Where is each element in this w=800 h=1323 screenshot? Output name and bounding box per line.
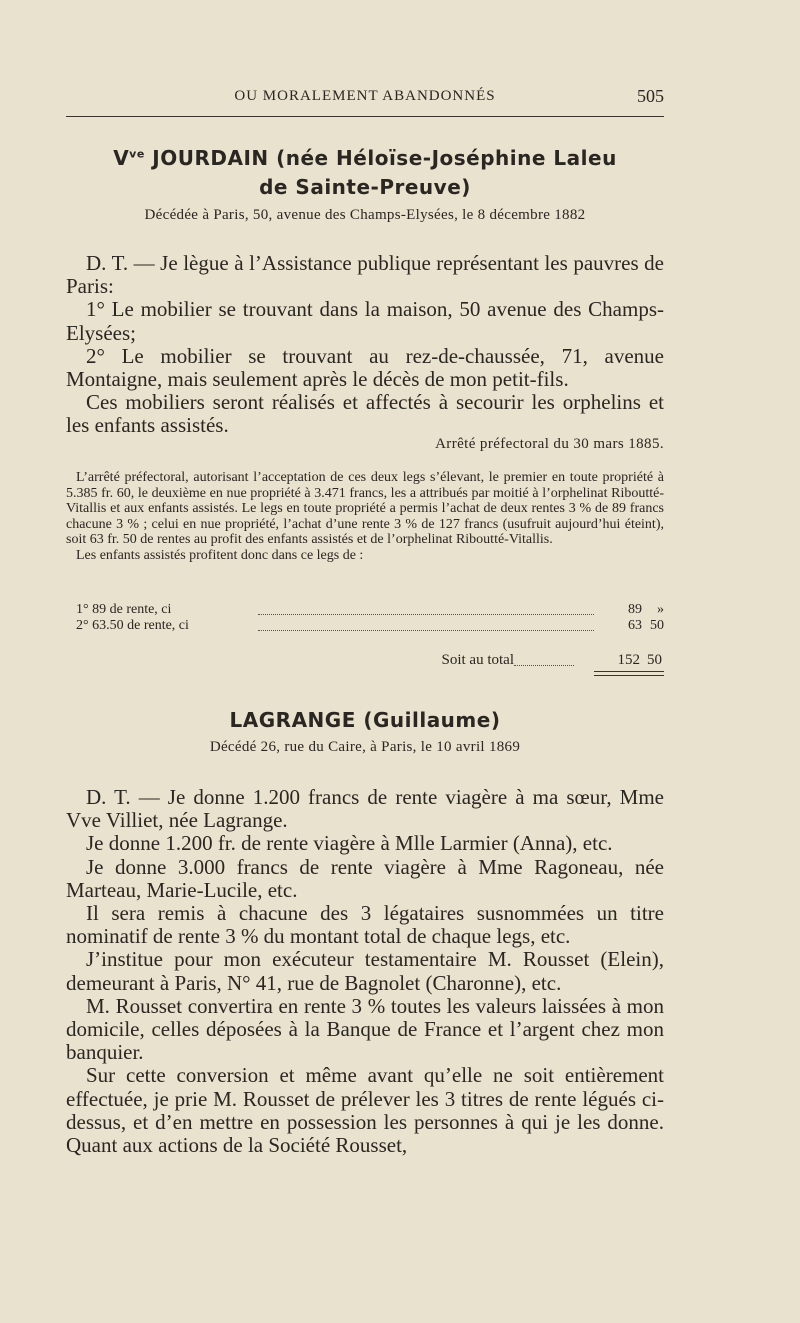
- paragraph: D. T. — Je lègue à l’Assistance publique représentant les pauvres de Paris:: [66, 251, 664, 299]
- header-rule: [66, 116, 664, 117]
- paragraph: Je donne 3.000 francs de rente viagère à Mme Ragoneau, née Marteau, Marie-Lucile, etc.: [66, 854, 664, 902]
- total-double-underline: [594, 675, 664, 676]
- entry-heading-line2: de Sainte-Preuve): [259, 175, 471, 199]
- dot-leader: [258, 602, 594, 615]
- entry-body: [66, 786, 664, 1157]
- paragraph: Sur cette conversion et même avant qu’elle ne soit entièrement effectuée, je prie M. Rousset de prélever les 3 titres de rente légués ci-dessus, et d’en mettre en possession les personnes à qui je les donne. Quant aux actions de la Société Rousset,: [66, 1063, 664, 1158]
- dot-leader: [258, 618, 594, 631]
- arrete-line: Arrêté préfectoral du 30 mars 1885.: [435, 436, 664, 452]
- entry-subtitle: Décédé 26, rue du Caire, à Paris, le 10 avril 1869: [209, 739, 521, 755]
- paragraph: 1° Le mobilier se trouvant dans la maison, 50 avenue des Champs-Elysées;: [66, 297, 664, 345]
- total-row: [66, 652, 664, 672]
- amount-centimes: 50: [650, 618, 664, 633]
- amount-label: 2° 63.50 de rente, ci: [76, 618, 189, 633]
- entry-heading: LAGRANGE (Guillaume): [229, 708, 501, 732]
- paragraph: Je donne 1.200 fr. de rente viagère à Mlle Larmier (Anna), etc.: [86, 831, 613, 856]
- paragraph: 2° Le mobilier se trouvant au rez-de-chaussée, 71, avenue Montaigne, mais seulement après le décès de mon petit-fils.: [66, 343, 664, 392]
- amount-row: [66, 602, 664, 618]
- amount-row: [66, 618, 664, 634]
- paragraph: M. Rousset convertira en rente 3 % toutes les valeurs laissées à mon domicile, celles déposées à la Banque de France et l’argent chez mon banquier.: [66, 993, 664, 1065]
- amount-francs: 63: [628, 618, 642, 633]
- dot-leader: [514, 652, 574, 666]
- note-paragraph: Les enfants assistés profitent donc dans ce legs de :: [76, 547, 364, 563]
- entry-body: [66, 252, 664, 438]
- running-title: OU MORALEMENT ABANDONNÉS: [234, 88, 496, 104]
- total-francs: 152: [617, 652, 640, 668]
- paragraph: J’institue pour mon exécuteur testamentaire M. Rousset (Elein), demeurant à Paris, N° 41, rue de Bagnolet (Charonne), etc.: [66, 947, 664, 995]
- running-header: [66, 86, 664, 112]
- total-label: Soit au total: [441, 652, 514, 668]
- paragraph: D. T. — Je donne 1.200 francs de rente viagère à ma sœur, Mme Vve Villiet, née Lagrange.: [66, 785, 664, 833]
- paragraph: Il sera remis à chacune des 3 légataires susnommées un titre nominatif de rente 3 % du montant total de chaque legs, etc.: [66, 901, 664, 949]
- note-paragraph: L’arrêté préfectoral, autorisant l’acceptation de ces deux legs s’élevant, le premier en toute propriété à 5.385 fr. 60, le deuxième en nue propriété à 3.471 francs, les a attribués par moitié à l’orphelinat Riboutté-Vitallis et aux enfants assistés. Le legs en toute propriété a permis l’achat de deux rentes 3 % de 89 francs chacune 3 % ; celui en nue propriété, l’achat d’une rente 3 % de 127 francs (usufruit aujourd’hui éteint), soit 63 fr. 50 de rentes au profit des enfants assistés et de l’orphelinat Riboutté-Vitallis.: [66, 470, 664, 548]
- paragraph: Ces mobiliers seront réalisés et affectés à secourir les orphelins et les enfants assistés.: [66, 390, 664, 438]
- total-centimes: 50: [647, 652, 662, 668]
- page-number: 505: [637, 86, 664, 106]
- total-underline: [594, 671, 664, 672]
- amount-list: [66, 602, 664, 634]
- amount-centimes: »: [657, 602, 664, 617]
- amount-label: 1° 89 de rente, ci: [76, 602, 172, 617]
- entry-heading-line1: $V^{ve}$ JOURDAIN (née Héloïse-Joséphine Laleu: [113, 146, 617, 170]
- entry-subtitle: Décédée à Paris, 50, avenue des Champs-Elysées, le 8 décembre 1882: [144, 207, 586, 223]
- note-text: [66, 470, 664, 564]
- amount-francs: 89: [628, 602, 642, 617]
